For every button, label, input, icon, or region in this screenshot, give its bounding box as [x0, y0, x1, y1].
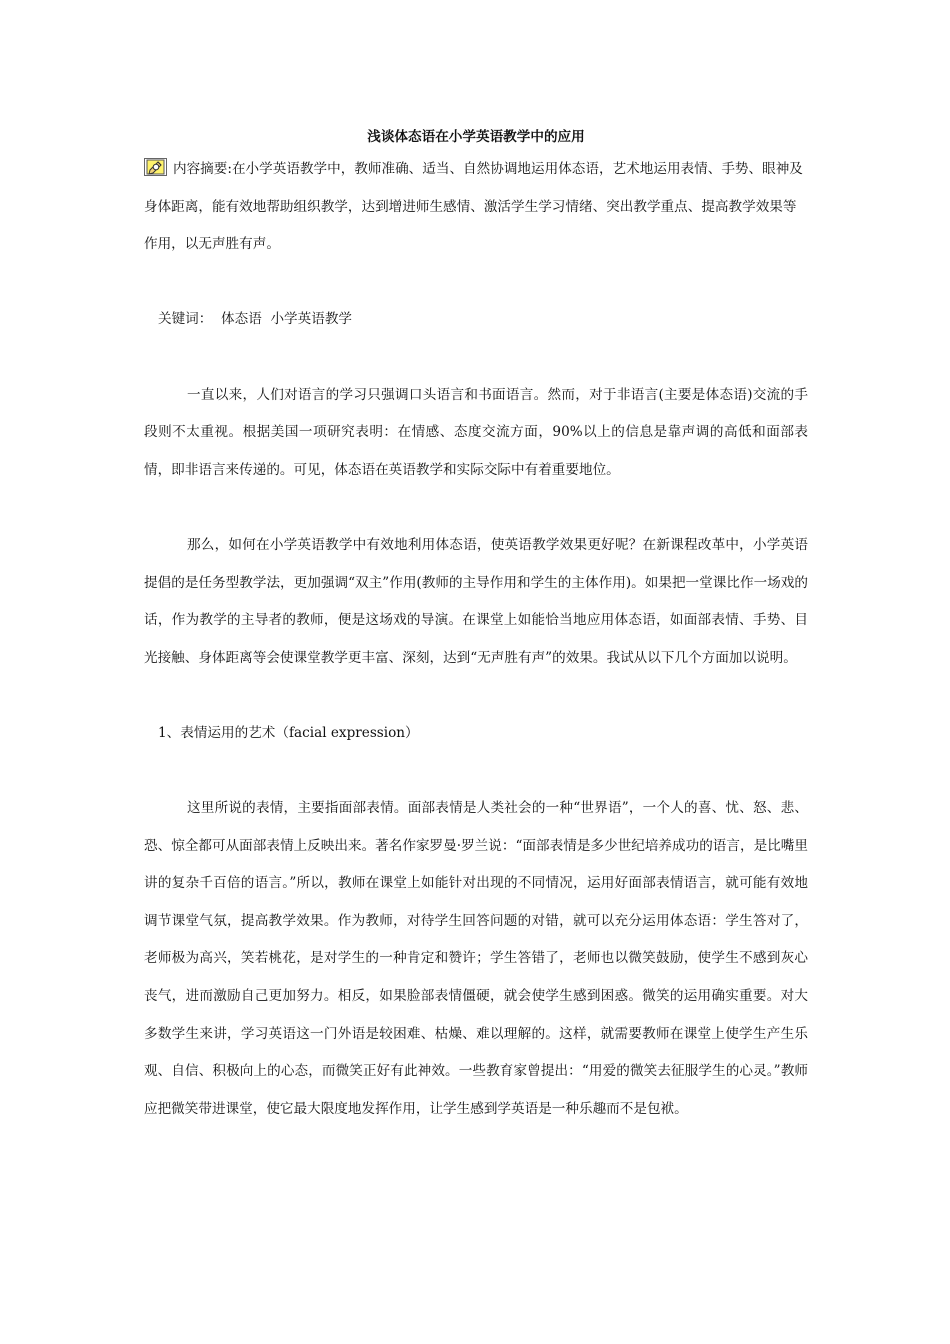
document-content — [144, 124, 808, 1128]
section-paragraph: 这里所说的表情，主要指面部表情。面部表情是人类社会的一种“世界语”，一个人的喜、忧、怒、悲、恐、惊全都可从面部表情上反映出来。著名作家罗曼·罗兰说：“面部表情是多少世纪培养成功的语言，是比嘴里讲的复杂千百倍的语言。”所以，教师在课堂上如能针对出现的不同情况，运用好面部表情语言，就可能有效地调节课堂气氛，提高教学效果。作为教师，对待学生回答问题的对错，就可以充分运用体态语：学生答对了，老师极为高兴，笑若桃花，是对学生的一种肯定和赞许；学生答错了，老师也以微笑鼓励，使学生不感到灰心丧气，进而激励自己更加努力。相反，如果脸部表情僵硬，就会使学生感到困惑。微笑的运用确实重要。对大多数学生来讲，学习英语这一门外语是较困难、枯燥、难以理解的。这样，就需要教师在课堂上使学生产生乐观、自信、积极向上的心态，而微笑正好有此神效。一些教育家曾提出：“用爱的微笑去征服学生的心灵。”教师应把微笑带进课堂，使它最大限度地发挥作用，让学生感到学英语是一种乐趣而不是包袱。 — [144, 800, 808, 1117]
paragraph-spacer — [144, 489, 808, 527]
section-heading-facial-expression: 1、表情运用的艺术（facial expression） — [158, 724, 419, 741]
body-paragraph-1: 一直以来，人们对语言的学习只强调口头语言和书面语言。然而，对于非语言(主要是体态语)交流的手段则不太重视。根据美国一项研究表明：在情感、态度交流方面，90%以上的信息是靠声调的高低和面部表情，即非语言来传递的。可见，体态语在英语教学和实际交际中有着重要地位。 — [144, 386, 808, 478]
note-pencil-icon — [144, 154, 167, 172]
abstract-paragraph — [144, 151, 808, 264]
keywords-line: 关键词： 体态语 小学英语教学 — [158, 311, 353, 328]
abstract-text: 内容摘要:在小学英语教学中，教师准确、适当、自然协调地运用体态语，艺术地运用表情、手势、眼神及身体距离，能有效地帮助组织教学，达到增进师生感情、激活学生学习情绪、突出教学重点、提高教学效果等作用，以无声胜有声。 — [144, 161, 803, 253]
paragraph-spacer — [144, 264, 808, 302]
paragraph-spacer — [144, 339, 808, 377]
paragraph-spacer — [144, 677, 808, 715]
document-title: 浅谈体态语在小学英语教学中的应用 — [367, 129, 585, 145]
paragraph-spacer — [144, 753, 808, 791]
body-paragraph-2: 那么，如何在小学英语教学中有效地利用体态语，使英语教学效果更好呢？在新课程改革中，小学英语提倡的是任务型教学法，更加强调“双主”作用(教师的主导作用和学生的主体作用)。如果把一堂课比作一场戏的话，作为教学的主导者的教师，便是这场戏的导演。在课堂上如能恰当地应用体态语，如面部表情、手势、目光接触、身体距离等会使课堂教学更丰富、深刻，达到“无声胜有声”的效果。我试从以下几个方面加以说明。 — [144, 536, 808, 666]
